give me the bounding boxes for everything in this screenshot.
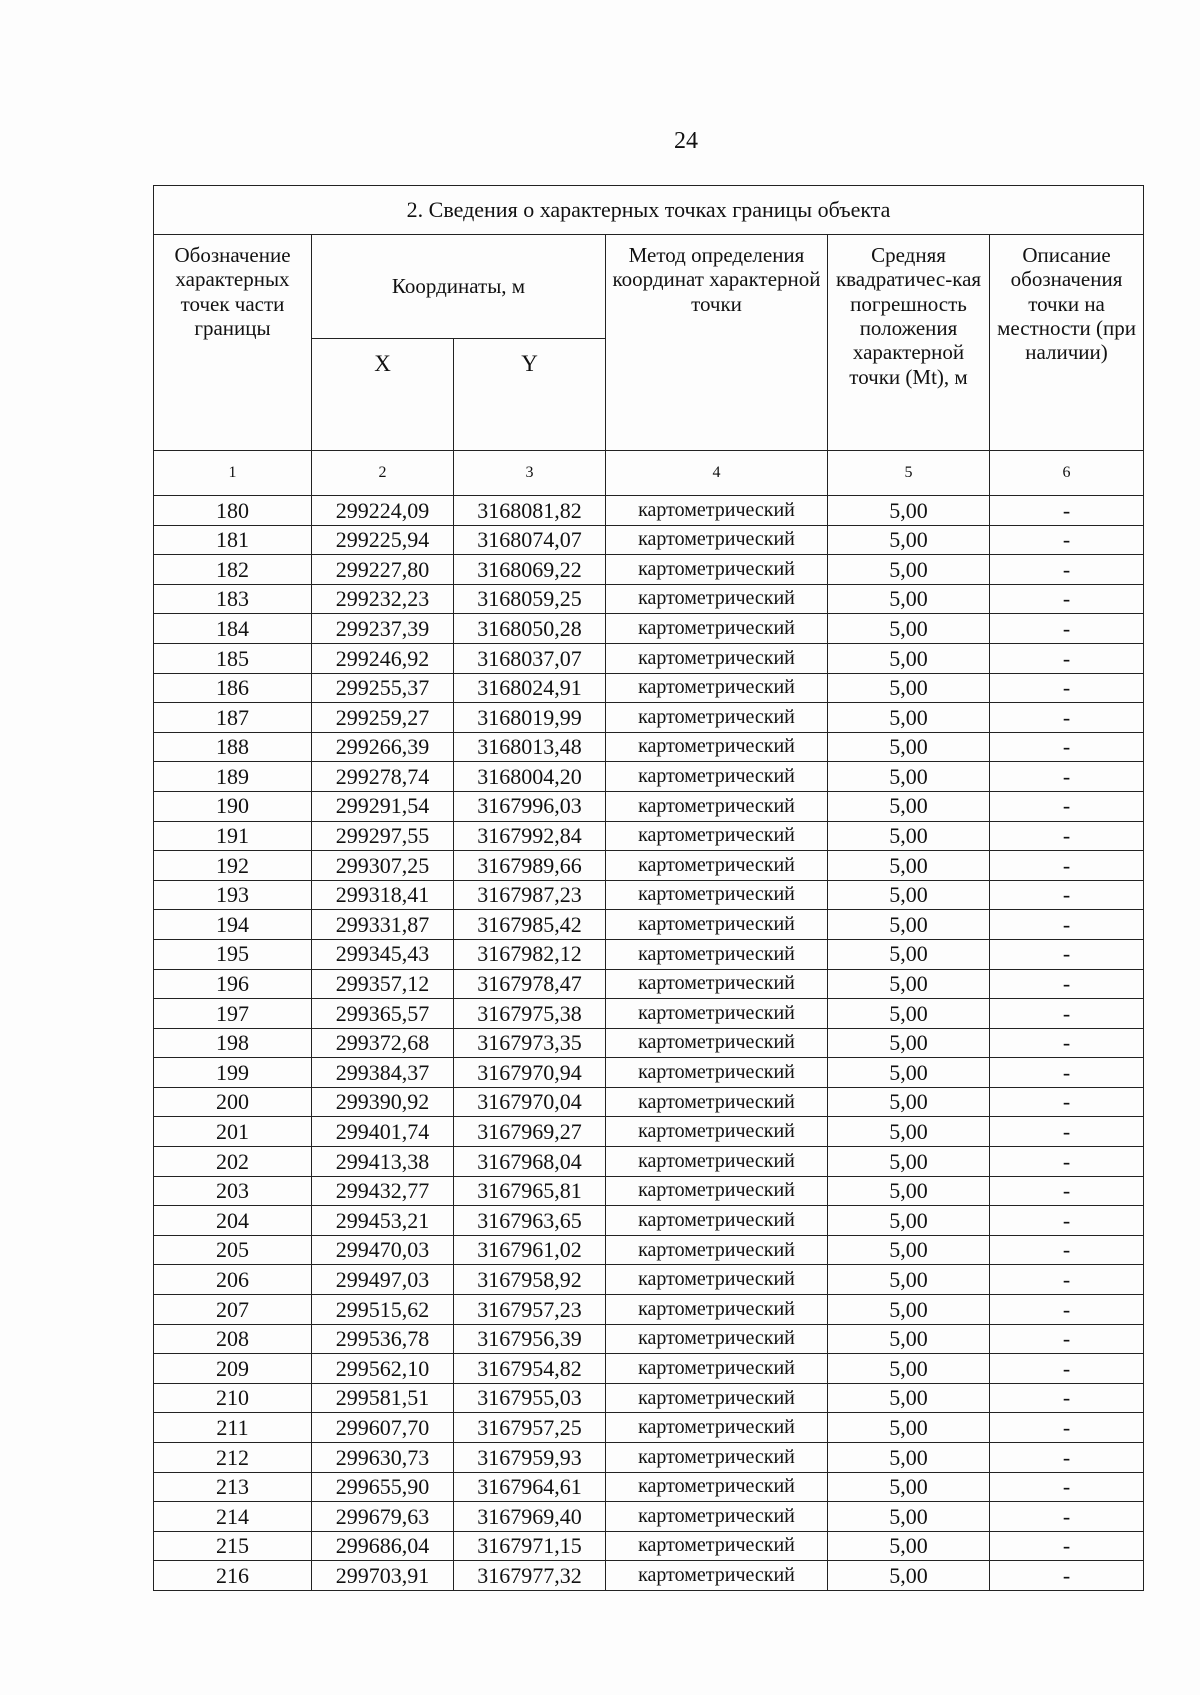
y-coordinate-cell: 3168050,28 [454,614,606,644]
error-cell: 5,00 [828,1472,990,1502]
y-coordinate-cell: 3167977,32 [454,1561,606,1591]
y-coordinate-cell: 3167964,61 [454,1472,606,1502]
table-row [154,851,1144,881]
column-number: 4 [606,451,828,496]
error-cell: 5,00 [828,1265,990,1295]
x-coordinate-cell: 299345,43 [312,939,454,969]
method-cell: картометрический [606,1354,828,1384]
table-row [154,1472,1144,1502]
error-cell: 5,00 [828,555,990,585]
point-number-cell: 201 [154,1117,312,1147]
error-cell: 5,00 [828,584,990,614]
error-cell: 5,00 [828,821,990,851]
table-row [154,1117,1144,1147]
table-row [154,496,1144,526]
page-number: 24 [674,128,698,154]
point-number-cell: 215 [154,1531,312,1561]
table-row [154,999,1144,1029]
method-cell: картометрический [606,910,828,940]
table-row [154,969,1144,999]
description-cell: - [990,1531,1144,1561]
point-number-cell: 210 [154,1383,312,1413]
method-cell: картометрический [606,1413,828,1443]
table-row [154,1324,1144,1354]
method-cell: картометрический [606,1295,828,1325]
method-cell: картометрический [606,821,828,851]
x-coordinate-cell: 299607,70 [312,1413,454,1443]
description-cell: - [990,732,1144,762]
error-cell: 5,00 [828,910,990,940]
header-coordinates: Координаты, м [312,235,606,339]
method-cell: картометрический [606,1117,828,1147]
method-cell: картометрический [606,880,828,910]
y-coordinate-cell: 3167954,82 [454,1354,606,1384]
error-cell: 5,00 [828,999,990,1029]
table-row [154,1265,1144,1295]
error-cell: 5,00 [828,1028,990,1058]
description-cell: - [990,1324,1144,1354]
x-coordinate-cell: 299297,55 [312,821,454,851]
x-coordinate-cell: 299255,37 [312,673,454,703]
y-coordinate-cell: 3167992,84 [454,821,606,851]
header-error: Средняя квадратичес-кая погрешность положения характерной точки (Mt), м [828,235,990,451]
method-cell: картометрический [606,1206,828,1236]
x-coordinate-cell: 299246,92 [312,643,454,673]
x-coordinate-cell: 299453,21 [312,1206,454,1236]
description-cell: - [990,880,1144,910]
description-cell: - [990,1354,1144,1384]
x-coordinate-cell: 299357,12 [312,969,454,999]
method-cell: картометрический [606,851,828,881]
table-row [154,1502,1144,1532]
description-cell: - [990,1206,1144,1236]
method-cell: картометрический [606,969,828,999]
method-cell: картометрический [606,584,828,614]
error-cell: 5,00 [828,1117,990,1147]
column-number: 5 [828,451,990,496]
table-row [154,703,1144,733]
point-number-cell: 216 [154,1561,312,1591]
y-coordinate-cell: 3167985,42 [454,910,606,940]
error-cell: 5,00 [828,1295,990,1325]
error-cell: 5,00 [828,851,990,881]
y-coordinate-cell: 3167970,04 [454,1087,606,1117]
table-row [154,1383,1144,1413]
y-coordinate-cell: 3167970,94 [454,1058,606,1088]
method-cell: картометрический [606,673,828,703]
table-row [154,673,1144,703]
description-cell: - [990,791,1144,821]
description-cell: - [990,1087,1144,1117]
point-number-cell: 189 [154,762,312,792]
point-number-cell: 214 [154,1502,312,1532]
error-cell: 5,00 [828,939,990,969]
description-cell: - [990,1472,1144,1502]
header-x: X [312,339,454,451]
y-coordinate-cell: 3168069,22 [454,555,606,585]
point-number-cell: 196 [154,969,312,999]
x-coordinate-cell: 299372,68 [312,1028,454,1058]
description-cell: - [990,584,1144,614]
x-coordinate-cell: 299497,03 [312,1265,454,1295]
point-number-cell: 204 [154,1206,312,1236]
method-cell: картометрический [606,614,828,644]
x-coordinate-cell: 299365,57 [312,999,454,1029]
x-coordinate-cell: 299227,80 [312,555,454,585]
table-row [154,1028,1144,1058]
y-coordinate-cell: 3167961,02 [454,1235,606,1265]
y-coordinate-cell: 3167955,03 [454,1383,606,1413]
x-coordinate-cell: 299630,73 [312,1443,454,1473]
method-cell: картометрический [606,1235,828,1265]
error-cell: 5,00 [828,614,990,644]
table-row [154,1087,1144,1117]
method-cell: картометрический [606,732,828,762]
x-coordinate-cell: 299679,63 [312,1502,454,1532]
x-coordinate-cell: 299331,87 [312,910,454,940]
y-coordinate-cell: 3167957,23 [454,1295,606,1325]
description-cell: - [990,1295,1144,1325]
point-number-cell: 200 [154,1087,312,1117]
error-cell: 5,00 [828,1443,990,1473]
error-cell: 5,00 [828,1176,990,1206]
point-number-cell: 203 [154,1176,312,1206]
description-cell: - [990,1265,1144,1295]
point-number-cell: 183 [154,584,312,614]
description-cell: - [990,1443,1144,1473]
table-row [154,1354,1144,1384]
description-cell: - [990,821,1144,851]
y-coordinate-cell: 3168081,82 [454,496,606,526]
table-row [154,555,1144,585]
description-cell: - [990,762,1144,792]
y-coordinate-cell: 3167957,25 [454,1413,606,1443]
x-coordinate-cell: 299515,62 [312,1295,454,1325]
point-number-cell: 180 [154,496,312,526]
table-row [154,1295,1144,1325]
x-coordinate-cell: 299413,38 [312,1147,454,1177]
method-cell: картометрический [606,555,828,585]
method-cell: картометрический [606,1028,828,1058]
table-row [154,1147,1144,1177]
x-coordinate-cell: 299390,92 [312,1087,454,1117]
y-coordinate-cell: 3167975,38 [454,999,606,1029]
x-coordinate-cell: 299536,78 [312,1324,454,1354]
description-cell: - [990,643,1144,673]
table-row [154,762,1144,792]
table-row [154,584,1144,614]
y-coordinate-cell: 3167978,47 [454,969,606,999]
error-cell: 5,00 [828,791,990,821]
y-coordinate-cell: 3168004,20 [454,762,606,792]
column-number: 6 [990,451,1144,496]
description-cell: - [990,1235,1144,1265]
description-cell: - [990,673,1144,703]
y-coordinate-cell: 3168074,07 [454,525,606,555]
table-row [154,1176,1144,1206]
method-cell: картометрический [606,1472,828,1502]
description-cell: - [990,1383,1144,1413]
point-number-cell: 184 [154,614,312,644]
table-body [154,496,1144,1591]
x-coordinate-cell: 299259,27 [312,703,454,733]
x-coordinate-cell: 299266,39 [312,732,454,762]
y-coordinate-cell: 3167959,93 [454,1443,606,1473]
description-cell: - [990,851,1144,881]
description-cell: - [990,496,1144,526]
point-number-cell: 211 [154,1413,312,1443]
description-cell: - [990,703,1144,733]
table-row [154,791,1144,821]
header-y: Y [454,339,606,451]
y-coordinate-cell: 3168019,99 [454,703,606,733]
y-coordinate-cell: 3167987,23 [454,880,606,910]
error-cell: 5,00 [828,496,990,526]
description-cell: - [990,1502,1144,1532]
point-number-cell: 197 [154,999,312,1029]
point-number-cell: 187 [154,703,312,733]
description-cell: - [990,1058,1144,1088]
description-cell: - [990,939,1144,969]
x-coordinate-cell: 299470,03 [312,1235,454,1265]
header-description: Описание обозначения точки на местности (при наличии) [990,235,1144,451]
description-cell: - [990,1147,1144,1177]
x-coordinate-cell: 299318,41 [312,880,454,910]
y-coordinate-cell: 3168013,48 [454,732,606,762]
header-designation: Обозначение характерных точек части границы [154,235,312,451]
description-cell: - [990,1561,1144,1591]
method-cell: картометрический [606,939,828,969]
table-row [154,1235,1144,1265]
error-cell: 5,00 [828,1502,990,1532]
table-row [154,732,1144,762]
method-cell: картометрический [606,1058,828,1088]
y-coordinate-cell: 3167956,39 [454,1324,606,1354]
error-cell: 5,00 [828,1383,990,1413]
description-cell: - [990,1176,1144,1206]
x-coordinate-cell: 299278,74 [312,762,454,792]
method-cell: картометрический [606,1502,828,1532]
y-coordinate-cell: 3167969,27 [454,1117,606,1147]
point-number-cell: 199 [154,1058,312,1088]
boundary-points-table [153,185,1144,1591]
description-cell: - [990,999,1144,1029]
point-number-cell: 212 [154,1443,312,1473]
error-cell: 5,00 [828,1147,990,1177]
table-row [154,1561,1144,1591]
point-number-cell: 181 [154,525,312,555]
point-number-cell: 191 [154,821,312,851]
x-coordinate-cell: 299224,09 [312,496,454,526]
y-coordinate-cell: 3167982,12 [454,939,606,969]
error-cell: 5,00 [828,703,990,733]
y-coordinate-cell: 3167971,15 [454,1531,606,1561]
column-number: 1 [154,451,312,496]
description-cell: - [990,1413,1144,1443]
x-coordinate-cell: 299225,94 [312,525,454,555]
point-number-cell: 188 [154,732,312,762]
error-cell: 5,00 [828,1324,990,1354]
point-number-cell: 182 [154,555,312,585]
table-row [154,1531,1144,1561]
x-coordinate-cell: 299562,10 [312,1354,454,1384]
column-numbers-row [154,451,1144,496]
error-cell: 5,00 [828,969,990,999]
y-coordinate-cell: 3167973,35 [454,1028,606,1058]
error-cell: 5,00 [828,1413,990,1443]
x-coordinate-cell: 299703,91 [312,1561,454,1591]
error-cell: 5,00 [828,1235,990,1265]
description-cell: - [990,555,1144,585]
method-cell: картометрический [606,1087,828,1117]
point-number-cell: 207 [154,1295,312,1325]
x-coordinate-cell: 299581,51 [312,1383,454,1413]
method-cell: картометрический [606,1383,828,1413]
error-cell: 5,00 [828,1354,990,1384]
method-cell: картометрический [606,496,828,526]
description-cell: - [990,614,1144,644]
error-cell: 5,00 [828,880,990,910]
error-cell: 5,00 [828,762,990,792]
table-row [154,1413,1144,1443]
point-number-cell: 202 [154,1147,312,1177]
error-cell: 5,00 [828,1531,990,1561]
point-number-cell: 185 [154,643,312,673]
x-coordinate-cell: 299384,37 [312,1058,454,1088]
y-coordinate-cell: 3167958,92 [454,1265,606,1295]
y-coordinate-cell: 3167969,40 [454,1502,606,1532]
y-coordinate-cell: 3168059,25 [454,584,606,614]
table-row [154,1206,1144,1236]
y-coordinate-cell: 3167996,03 [454,791,606,821]
description-cell: - [990,1117,1144,1147]
point-number-cell: 193 [154,880,312,910]
point-number-cell: 190 [154,791,312,821]
point-number-cell: 195 [154,939,312,969]
point-number-cell: 209 [154,1354,312,1384]
y-coordinate-cell: 3167989,66 [454,851,606,881]
method-cell: картометрический [606,1176,828,1206]
point-number-cell: 186 [154,673,312,703]
table-row [154,880,1144,910]
method-cell: картометрический [606,1443,828,1473]
error-cell: 5,00 [828,1206,990,1236]
table-title: 2. Сведения о характерных точках границы объекта [154,186,1144,235]
x-coordinate-cell: 299686,04 [312,1531,454,1561]
x-coordinate-cell: 299401,74 [312,1117,454,1147]
method-cell: картометрический [606,1324,828,1354]
point-number-cell: 205 [154,1235,312,1265]
point-number-cell: 213 [154,1472,312,1502]
table-row [154,525,1144,555]
method-cell: картометрический [606,1265,828,1295]
y-coordinate-cell: 3168037,07 [454,643,606,673]
table-row [154,910,1144,940]
table-row [154,939,1144,969]
y-coordinate-cell: 3167963,65 [454,1206,606,1236]
table-row [154,1443,1144,1473]
error-cell: 5,00 [828,1058,990,1088]
x-coordinate-cell: 299237,39 [312,614,454,644]
method-cell: картометрический [606,703,828,733]
table-row [154,821,1144,851]
table-row [154,614,1144,644]
method-cell: картометрический [606,791,828,821]
error-cell: 5,00 [828,1561,990,1591]
y-coordinate-cell: 3167968,04 [454,1147,606,1177]
method-cell: картометрический [606,643,828,673]
error-cell: 5,00 [828,732,990,762]
point-number-cell: 192 [154,851,312,881]
method-cell: картометрический [606,1147,828,1177]
method-cell: картометрический [606,1561,828,1591]
description-cell: - [990,525,1144,555]
method-cell: картометрический [606,1531,828,1561]
description-cell: - [990,1028,1144,1058]
header-method: Метод определения координат характерной точки [606,235,828,451]
error-cell: 5,00 [828,673,990,703]
point-number-cell: 206 [154,1265,312,1295]
x-coordinate-cell: 299655,90 [312,1472,454,1502]
description-cell: - [990,910,1144,940]
x-coordinate-cell: 299232,23 [312,584,454,614]
y-coordinate-cell: 3167965,81 [454,1176,606,1206]
error-cell: 5,00 [828,1087,990,1117]
error-cell: 5,00 [828,525,990,555]
x-coordinate-cell: 299432,77 [312,1176,454,1206]
point-number-cell: 208 [154,1324,312,1354]
y-coordinate-cell: 3168024,91 [454,673,606,703]
table-row [154,643,1144,673]
table-row [154,1058,1144,1088]
point-number-cell: 194 [154,910,312,940]
description-cell: - [990,969,1144,999]
method-cell: картометрический [606,525,828,555]
error-cell: 5,00 [828,643,990,673]
method-cell: картометрический [606,999,828,1029]
x-coordinate-cell: 299291,54 [312,791,454,821]
column-number: 3 [454,451,606,496]
point-number-cell: 198 [154,1028,312,1058]
column-number: 2 [312,451,454,496]
method-cell: картометрический [606,762,828,792]
x-coordinate-cell: 299307,25 [312,851,454,881]
